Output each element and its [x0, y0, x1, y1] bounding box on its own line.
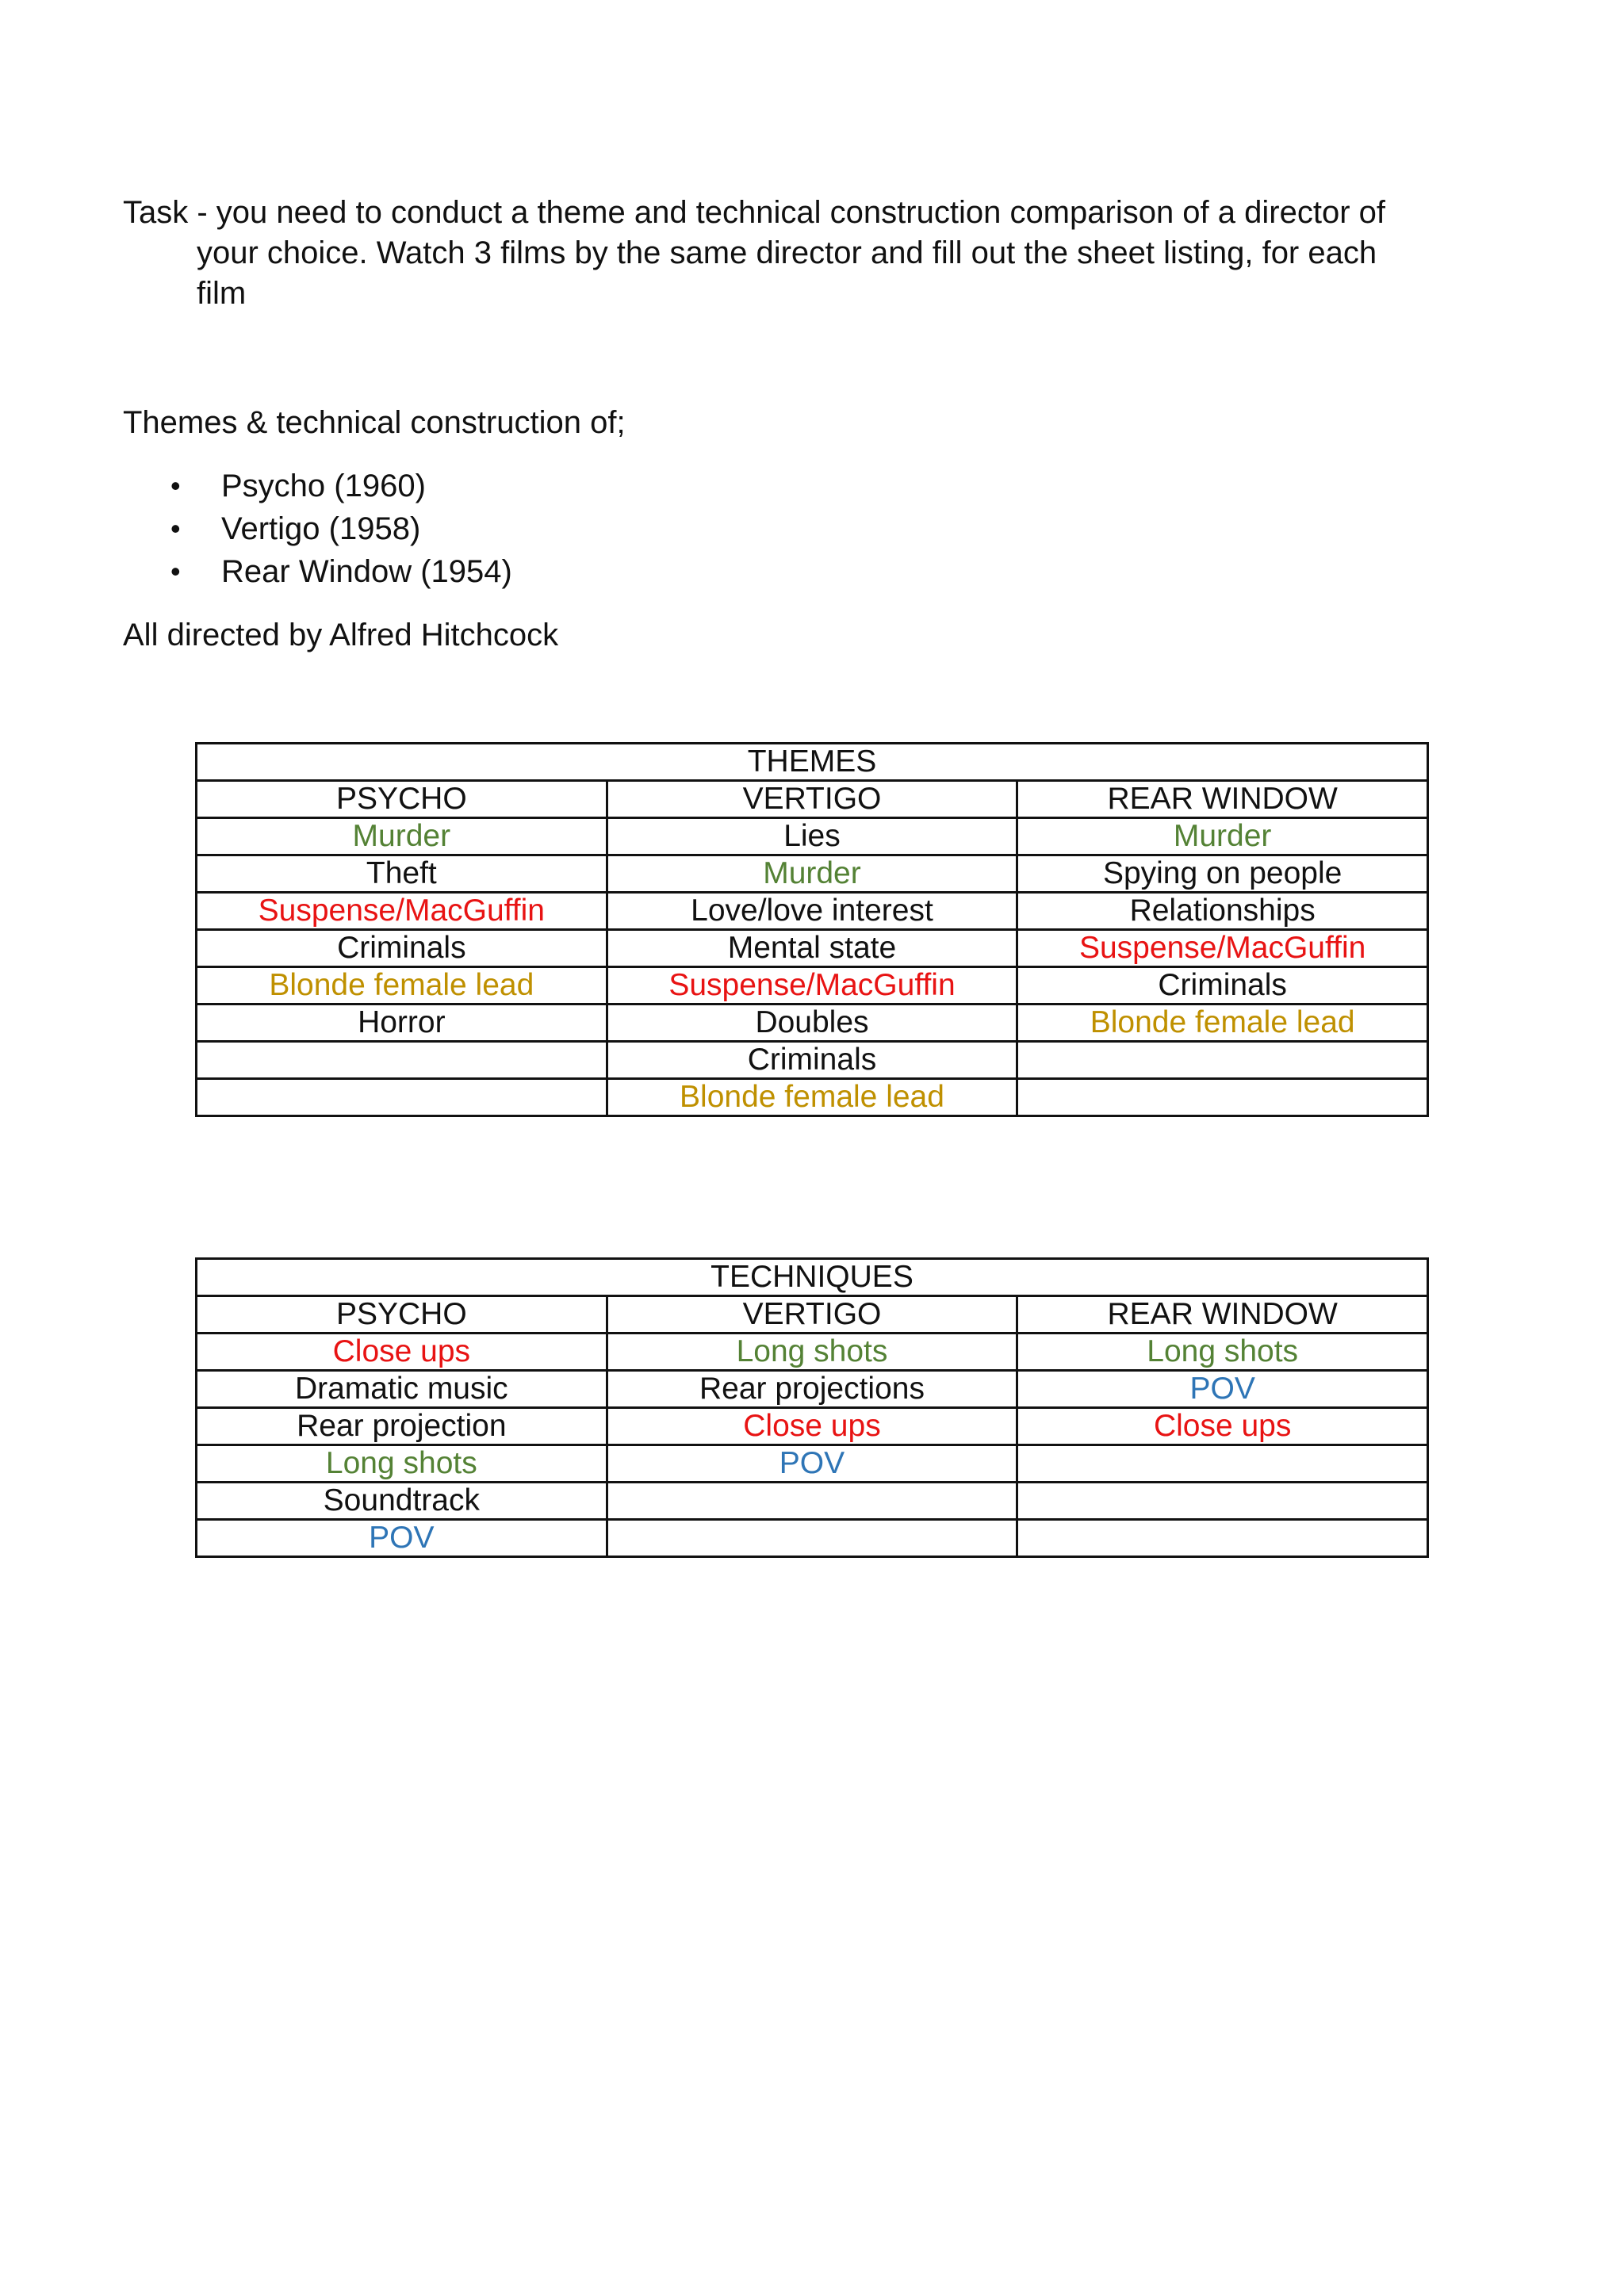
table-row — [197, 1004, 1428, 1042]
table-row — [197, 855, 1428, 893]
table-cell: Blonde female lead — [1017, 1004, 1428, 1042]
table-cell: Murder — [1017, 818, 1428, 855]
table-cell: Relationships — [1017, 893, 1428, 930]
techniques-table-body — [197, 1259, 1428, 1557]
themes-table-body — [197, 744, 1428, 1116]
table-cell: Blonde female lead — [197, 967, 607, 1004]
table-cell: Murder — [197, 818, 607, 855]
techniques-header-row — [197, 1296, 1428, 1334]
table-cell — [1017, 1483, 1428, 1520]
table-cell: Doubles — [607, 1004, 1017, 1042]
themes-title-row — [197, 744, 1428, 781]
table-cell: POV — [1017, 1371, 1428, 1408]
table-cell: Theft — [197, 855, 607, 893]
table-row — [197, 1483, 1428, 1520]
table-row — [197, 1408, 1428, 1445]
column-header: VERTIGO — [607, 1296, 1017, 1334]
film-list-item: • Rear Window (1954) — [123, 550, 512, 593]
table-row — [197, 930, 1428, 967]
table-cell: POV — [607, 1445, 1017, 1483]
table-cell: Long shots — [1017, 1334, 1428, 1371]
table-cell: Close ups — [607, 1408, 1017, 1445]
table-cell: Criminals — [197, 930, 607, 967]
task-text: Task - you need to conduct a theme and technical construction comparison of a director of your choice. Watch 3 films by the same director and fill out the sheet listing, for each film — [123, 195, 1385, 311]
table-cell: Suspense/MacGuffin — [197, 893, 607, 930]
table-cell: Suspense/MacGuffin — [607, 967, 1017, 1004]
table-cell: Spying on people — [1017, 855, 1428, 893]
table-cell — [197, 1042, 607, 1079]
themes-table-title: THEMES — [197, 744, 1428, 781]
themes-header-row — [197, 781, 1428, 818]
table-cell: Rear projection — [197, 1408, 607, 1445]
table-cell: Long shots — [197, 1445, 607, 1483]
table-cell: Horror — [197, 1004, 607, 1042]
table-row — [197, 967, 1428, 1004]
table-cell: Lies — [607, 818, 1017, 855]
table-cell — [607, 1520, 1017, 1557]
table-cell: Close ups — [197, 1334, 607, 1371]
table-cell: Long shots — [607, 1334, 1017, 1371]
director-credit: All directed by Alfred Hitchcock — [123, 618, 559, 652]
table-cell — [197, 1079, 607, 1116]
techniques-table — [195, 1257, 1429, 1558]
film-list-item: • Psycho (1960) — [123, 465, 512, 507]
table-cell — [1017, 1079, 1428, 1116]
table-cell — [1017, 1042, 1428, 1079]
techniques-title-row — [197, 1259, 1428, 1296]
table-row — [197, 1445, 1428, 1483]
table-cell — [607, 1483, 1017, 1520]
table-cell: POV — [197, 1520, 607, 1557]
film-list — [123, 465, 512, 593]
section-heading: Themes & technical construction of; — [123, 405, 626, 440]
techniques-table-title: TECHNIQUES — [197, 1259, 1428, 1296]
table-cell: Love/love interest — [607, 893, 1017, 930]
table-cell: Mental state — [607, 930, 1017, 967]
table-row — [197, 818, 1428, 855]
table-cell: Close ups — [1017, 1408, 1428, 1445]
table-cell: Rear projections — [607, 1371, 1017, 1408]
table-row — [197, 1042, 1428, 1079]
table-cell: Dramatic music — [197, 1371, 607, 1408]
task-instructions — [123, 193, 1423, 314]
column-header: VERTIGO — [607, 781, 1017, 818]
table-cell: Blonde female lead — [607, 1079, 1017, 1116]
column-header: REAR WINDOW — [1017, 1296, 1428, 1334]
table-row — [197, 893, 1428, 930]
film-list-item: • Vertigo (1958) — [123, 507, 512, 550]
themes-table — [195, 742, 1429, 1117]
table-row — [197, 1520, 1428, 1557]
table-row — [197, 1334, 1428, 1371]
column-header: REAR WINDOW — [1017, 781, 1428, 818]
table-cell: Criminals — [607, 1042, 1017, 1079]
column-header: PSYCHO — [197, 781, 607, 818]
table-cell: Suspense/MacGuffin — [1017, 930, 1428, 967]
table-cell — [1017, 1520, 1428, 1557]
table-cell: Soundtrack — [197, 1483, 607, 1520]
table-cell: Criminals — [1017, 967, 1428, 1004]
column-header: PSYCHO — [197, 1296, 607, 1334]
table-row — [197, 1371, 1428, 1408]
table-cell: Murder — [607, 855, 1017, 893]
table-cell — [1017, 1445, 1428, 1483]
table-row — [197, 1079, 1428, 1116]
